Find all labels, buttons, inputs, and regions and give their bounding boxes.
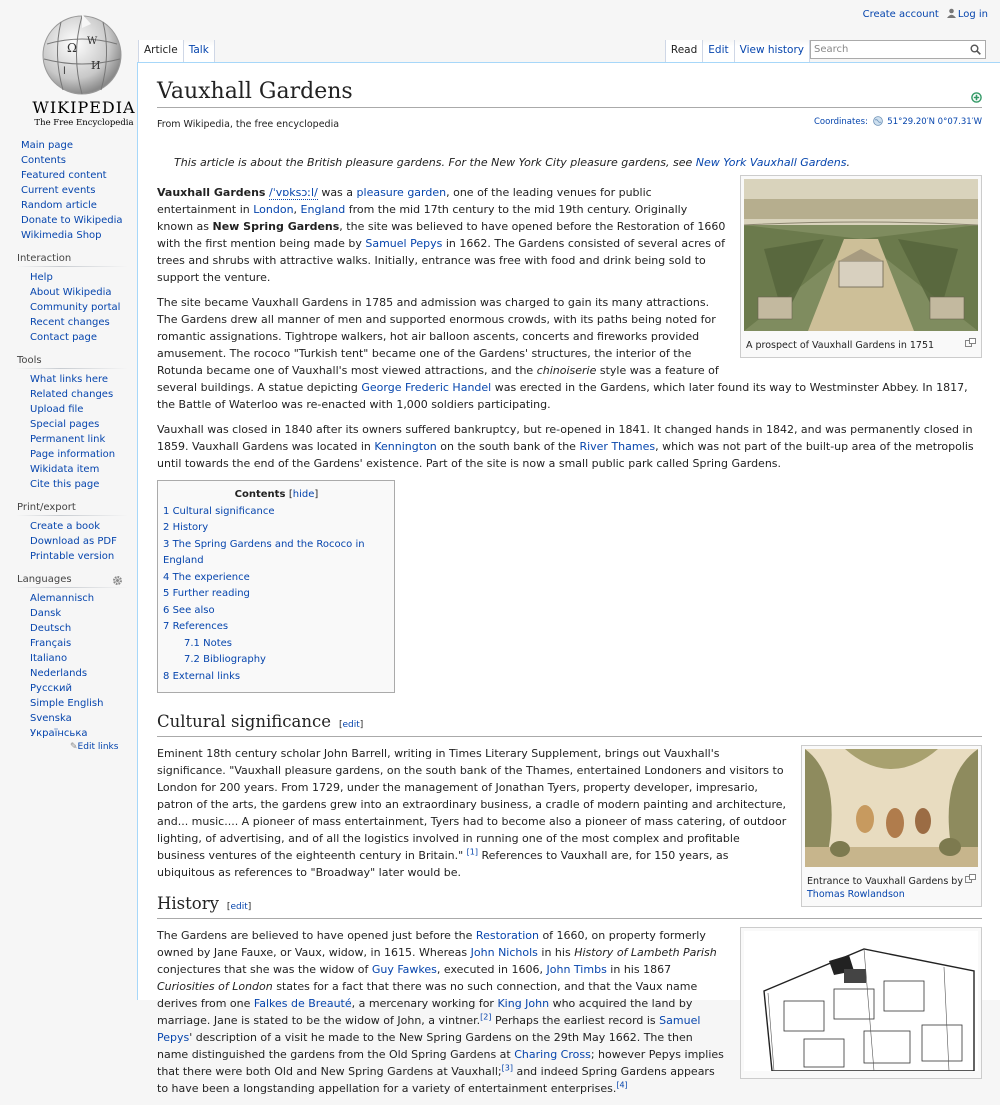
link-charing-cross[interactable]: Charing Cross [514, 1048, 591, 1061]
reference-link[interactable]: [2] [480, 1012, 492, 1022]
link-john-timbs[interactable]: John Timbs [546, 963, 607, 976]
edit-section-link[interactable]: edit [342, 720, 360, 730]
portal-heading-languages: Languages [17, 574, 127, 588]
language-link[interactable]: Deutsch [30, 623, 72, 634]
svg-text:ا: ا [63, 66, 66, 77]
section-heading-cultural-significance: Cultural significance [edit] [157, 709, 982, 737]
puzzle-globe-icon [41, 14, 123, 96]
link-samuel-pepys[interactable]: Samuel Pepys [157, 1014, 701, 1044]
sidebar-navigation [0, 138, 137, 243]
link-thomas-rowlandson[interactable]: Thomas Rowlandson [807, 889, 905, 900]
tab-read[interactable]: Read [665, 40, 703, 62]
sidebar-print-export [0, 502, 137, 564]
language-link[interactable]: Alemannisch [30, 593, 95, 604]
language-link[interactable]: Dansk [30, 608, 62, 619]
section-heading-history: History [edit] [157, 891, 982, 919]
language-link[interactable]: Svenska [30, 713, 72, 724]
link-england[interactable]: England [300, 203, 346, 216]
paragraph-history-summary: The site became Vauxhall Gardens in 1785 and admission was charged to gain its many attractions. The Gardens drew all manner of men and supported enormous crowds, with its paths being noted for romantic assignations. Tightrope walkers, hot air balloon ascents, concerts and fireworks provided amusement. The rococo "Turkish tent" became one of the Gardens' structures, the interior of the Rotunda became one of Vauxhall's most viewed attractions, and the chinoiserie style was a feature of several buildings. A statue depicting George Frederic Handel was erected in the Gardens, which later found its way to Westminster Abbey. In 1817, the Battle of Waterloo was re-enacted with 1,000 soldiers participating. [157, 296, 968, 411]
sidebar-item-community-portal[interactable]: Community portal [30, 302, 121, 313]
sidebar [0, 138, 137, 762]
coordinates [814, 114, 982, 131]
paragraph-closure: Vauxhall was closed in 1840 after its owners suffered bankruptcy, but re-opened in 1841. It changed hands in 1842, and was permanently closed in 1859. Vauxhall Gardens was located in Kennington on the south bank of the River Thames, which was not part of the built-up area of the metropolis until towards the end of the Gardens' existence. Part of the site is now a small public park called Spring Gardens. [157, 423, 974, 470]
sidebar-item-cite-this-page[interactable]: Cite this page [30, 479, 100, 490]
sidebar-item-printable-version[interactable]: Printable version [30, 551, 115, 562]
sidebar-item-permanent-link[interactable]: Permanent link [30, 434, 106, 445]
language-link[interactable]: Українська [30, 728, 88, 739]
sidebar-item-wikidata-item[interactable]: Wikidata item [30, 464, 100, 475]
thumbnail-caption: Entrance to Vauxhall Gardens by Thomas Rowlandson [805, 871, 978, 903]
sidebar-item-recent-changes[interactable]: Recent changes [30, 317, 110, 328]
sidebar-item-featured-content[interactable]: Featured content [21, 170, 107, 181]
sidebar-tools [0, 355, 137, 492]
toc-item[interactable]: 3 The Spring Gardens and the Rococo in England [163, 538, 365, 566]
tab-view-history[interactable]: View history [735, 40, 810, 62]
language-link[interactable]: Simple English [30, 698, 104, 709]
reference-link[interactable]: [4] [616, 1080, 628, 1090]
gear-icon[interactable] [112, 575, 123, 586]
paragraph-history: The Gardens are believed to have opened just before the Restoration of 1660, on property formerly owned by Jane Fauxe, or Vaux, widow, in 1615. Whereas John Nichols in his History of Lambeth Parish conjectures that she was the widow of Guy Fawkes, executed in 1606, John Timbs in his 1867 Curiosities of London states for a fact that there was no such connection, and that the Vaux name derives from one Falkes de Breauté, a mercenary working for King John who acquired the land by marriage. Jane is stated to be the widow of John, a vintner.[2] Perhaps the earliest record is Samuel Pepys' description of a visit he made to the New Spring Gardens on the 29th May 1662. The then name distinguished the gardens from the Old Spring Gardens at Charing Cross; however Pepys implies that there were both Old and New Spring Gardens at Vauxhall;[3] and indeed Spring Gardens appears to have been a longstanding appellation for a variety of entertainment enterprises.[4] [157, 929, 724, 1095]
wikipedia-logo[interactable] [15, 8, 136, 128]
vauxhall-entrance-image[interactable] [805, 749, 978, 867]
svg-text:Ω: Ω [67, 41, 77, 55]
edit-section-link[interactable]: edit [230, 902, 248, 912]
toc-item[interactable]: 5 Further reading [163, 588, 250, 599]
link-john-nichols[interactable]: John Nichols [470, 946, 538, 959]
tab-edit[interactable]: Edit [703, 40, 734, 62]
sidebar-item-upload-file[interactable]: Upload file [30, 404, 84, 415]
svg-text:W: W [87, 36, 98, 47]
sidebar-item-contents[interactable]: Contents [21, 155, 66, 166]
sidebar-item-random-article[interactable]: Random article [21, 200, 97, 211]
search-icon[interactable] [970, 44, 981, 55]
portal-heading-print-export: Print/export [17, 502, 127, 516]
login-link[interactable]: Log in [957, 9, 988, 20]
site-subtitle: From Wikipedia, the free encyclopedia [157, 119, 340, 130]
link-pleasure-garden[interactable]: pleasure garden [356, 186, 447, 199]
namespace-tabs [138, 40, 215, 62]
link-restoration[interactable]: Restoration [475, 929, 539, 942]
toc-item[interactable]: 2 History [163, 522, 209, 533]
link-handel[interactable]: George Frederic Handel [361, 381, 492, 394]
sidebar-interaction [0, 253, 137, 345]
coordinates-value[interactable]: 51°29.20′N 0°07.31′W [887, 117, 982, 127]
edit-links[interactable]: ✎Edit links [70, 742, 119, 752]
pencil-icon: ✎ [70, 742, 78, 752]
table-of-contents [157, 480, 395, 693]
link-kennington[interactable]: Kennington [374, 440, 437, 453]
sidebar-item-contact-page[interactable]: Contact page [30, 332, 98, 343]
thumbnail-prospect [740, 175, 982, 358]
link-guy-fawkes[interactable]: Guy Fawkes [371, 963, 437, 976]
hatnote-link[interactable]: New York Vauxhall Gardens [695, 156, 847, 169]
globe-icon[interactable] [873, 116, 883, 126]
sidebar-languages [0, 574, 137, 752]
search-input[interactable] [814, 42, 964, 57]
reference-link[interactable]: [3] [501, 1063, 513, 1073]
search-box [810, 40, 986, 59]
create-account-link[interactable]: Create account [862, 8, 939, 20]
tab-talk[interactable]: Talk [184, 40, 215, 62]
sidebar-item-help[interactable]: Help [30, 272, 53, 283]
hatnote: This article is about the British pleasure gardens. For the New York City pleasure gardens, see New York Vauxhall Gardens. [174, 156, 850, 169]
sidebar-item-main-page[interactable]: Main page [21, 140, 74, 151]
sidebar-item-create-book[interactable]: Create a book [30, 521, 101, 532]
language-link[interactable]: Русский [30, 683, 72, 694]
vauxhall-prospect-image[interactable] [744, 179, 978, 331]
enlarge-icon[interactable] [965, 338, 976, 347]
paragraph-intro: Vauxhall Gardens /ˈvɒksɔːl/ was a pleasure garden, one of the leading venues for public entertainment in London, England from the mid 17th century to the mid 19th century. Originally known as New Spring Gardens, the site was believed to have opened before the Restoration of 1660 with the first mention being made by Samuel Pepys in 1662. The Gardens consisted of several acres of trees and shrubs with attractive walks. Initially, entrance was free with food and drink being sold to support the venture. [157, 186, 726, 284]
featured-indicator-icon[interactable] [971, 92, 982, 103]
portal-heading-tools: Tools [17, 355, 127, 369]
sidebar-item-special-pages[interactable]: Special pages [30, 419, 100, 430]
article-body [157, 78, 982, 1105]
toc-item[interactable]: 7 References 7.1 Notes 7.2 Bibliography [163, 619, 390, 669]
ipa-link[interactable]: /ˈvɒksɔːl/ [268, 186, 318, 199]
link-london[interactable]: London [253, 203, 294, 216]
reference-link[interactable]: [1] [466, 847, 479, 857]
enlarge-icon[interactable] [965, 874, 976, 883]
toc-item[interactable]: 6 See also [163, 604, 215, 616]
thumbnail-caption: A prospect of Vauxhall Gardens in 1751 [744, 335, 978, 354]
language-link[interactable]: Français [30, 638, 72, 649]
vauxhall-plan-image[interactable] [744, 931, 978, 1071]
coordinates-label[interactable]: Coordinates: [813, 117, 868, 127]
sidebar-item-wikimedia-shop[interactable]: Wikimedia Shop [21, 230, 102, 241]
toc-subitem[interactable]: 7.2 Bibliography [184, 654, 266, 665]
thumbnail-plan [740, 927, 982, 1079]
toc-hide-toggle[interactable]: hide [292, 489, 315, 500]
sidebar-item-download-pdf[interactable]: Download as PDF [30, 536, 117, 547]
page-title: Vauxhall Gardens [157, 78, 982, 108]
sidebar-item-about[interactable]: About Wikipedia [30, 287, 112, 298]
tab-article[interactable]: Article [138, 40, 184, 62]
thumbnail-entrance [801, 745, 982, 907]
user-icon [947, 8, 956, 18]
sidebar-item-current-events[interactable]: Current events [21, 185, 96, 196]
tagline: The Free Encyclopedia [34, 118, 134, 128]
toc-subitem[interactable]: 7.1 Notes [184, 637, 232, 649]
toc-title: Contents [hide] [234, 489, 319, 500]
link-samuel-pepys[interactable]: Samuel Pepys [365, 237, 443, 250]
language-link[interactable]: Nederlands [30, 668, 88, 679]
paragraph-cultural-significance: Eminent 18th century scholar John Barrell, writing in Times Literary Supplement, brings out Vauxhall's significance. "Vauxhall pleasure gardens, on the south bank of the Thames, entertained Londoners and visitors to London for 200 years. From 1729, under the management of Jonathan Tyers, property developer, impresario, patron of the arts, the gardens grew into an extraordinary business, a cradle of modern painting and architecture, and... music.... A pioneer of mass entertainment, Tyers had to become also a pioneer of mass catering, of outdoor lighting, of advertising, and of all the logistics involved in running one of the most complex and profitable business ventures of the eighteenth century in Britain." [1] References to Vauxhall are, for 150 years, as ubiquitous as references to "Broadway" later would be. [157, 747, 787, 879]
sidebar-item-page-information[interactable]: Page information [30, 449, 116, 460]
sidebar-item-donate[interactable]: Donate to Wikipedia [21, 215, 123, 226]
language-link[interactable]: Italiano [30, 653, 68, 664]
link-river-thames[interactable]: River Thames [579, 440, 656, 453]
personal-tools [863, 8, 988, 20]
toc-item[interactable]: 1 Cultural significance [163, 505, 275, 517]
link-falkes-de-breaute[interactable]: Falkes de Breauté [253, 997, 352, 1010]
toc-item[interactable]: 4 The experience [163, 571, 250, 583]
link-king-john[interactable]: King John [497, 997, 550, 1010]
svg-text:И: И [91, 59, 101, 72]
sidebar-item-related-changes[interactable]: Related changes [30, 389, 114, 400]
toc-list [163, 504, 390, 686]
portal-heading-interaction: Interaction [17, 253, 127, 267]
wordmark: WIKIPEDIA [32, 98, 136, 117]
toc-item[interactable]: 8 External links [163, 670, 241, 682]
sidebar-item-what-links-here[interactable]: What links here [30, 374, 109, 385]
view-tabs [665, 40, 810, 62]
